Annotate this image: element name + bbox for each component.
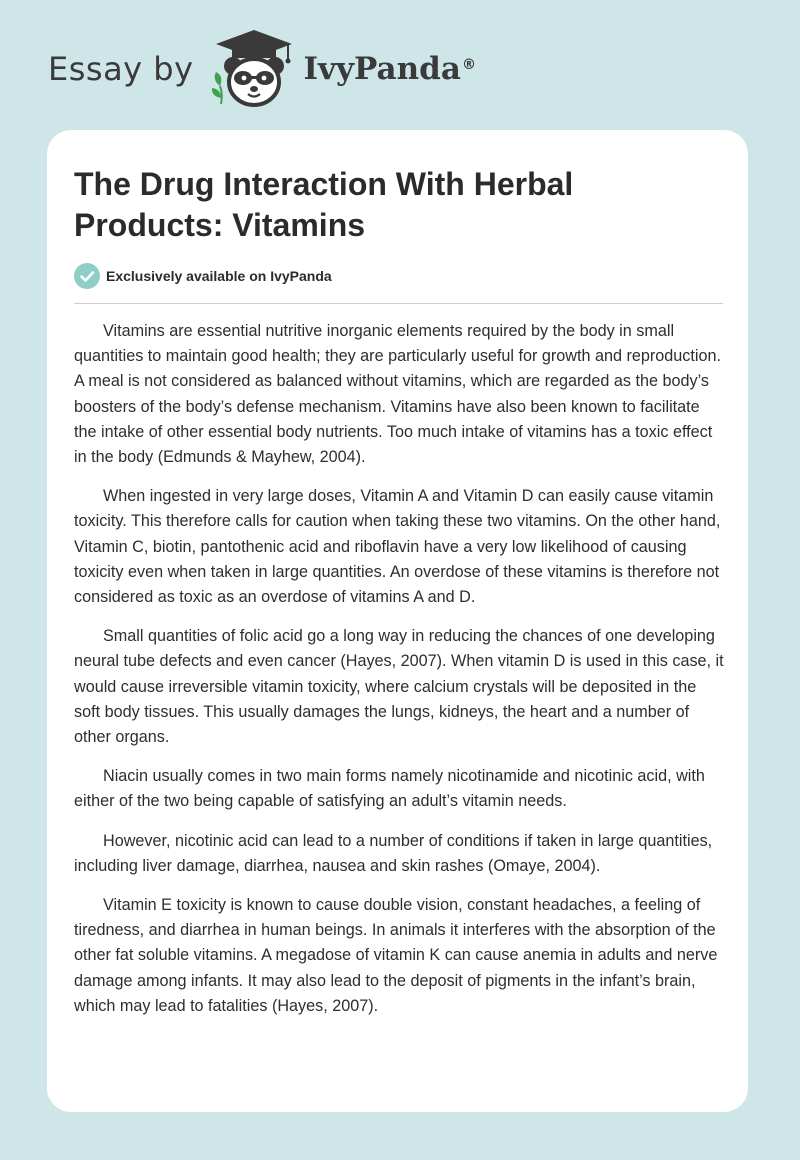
paragraph: Niacin usually comes in two main forms namely nicotinamide and nicotinic acid, with either of the two being capable of satisfying an adult’s vitamin needs. <box>74 767 705 811</box>
essay-title: The Drug Interaction With Herbal Products: Vitamins <box>74 166 574 243</box>
divider <box>74 303 723 304</box>
exclusive-label: Exclusively available on IvyPanda <box>106 268 332 284</box>
brand-name: IvyPanda <box>303 51 461 87</box>
exclusive-badge <box>74 263 332 289</box>
paragraph: Vitamins are essential nutritive inorganic elements required by the body in small quantities to maintain good health; they are particularly useful for growth and reproduction. A meal is not considered as balanced without vitamins, which are regarded as the body’s boosters of the body’s defense mechanism. Vitamins have also been known to facilitate the intake of other essential body nutrients. Too much intake of vitamins has a toxic effect in the body (Edmunds & Mayhew, 2004). <box>74 322 721 467</box>
paragraph: However, nicotinic acid can lead to a number of conditions if taken in large quantities, including liver damage, diarrhea, nausea and skin rashes (Omaye, 2004). <box>74 831 713 875</box>
paragraph: When ingested in very large doses, Vitamin A and Vitamin D can easily cause vitamin toxicity. This therefore calls for caution when taking these two vitamins. On the other hand, Vitamin C, biotin, pantothenic acid and riboflavin have a very low likelihood of causing toxicity even when taken in large quantities. An overdose of these vitamins is therefore not considered as toxic as an overdose of vitamins A and D. <box>74 487 721 607</box>
essay-by-label: Essay by <box>48 50 194 88</box>
essay-body <box>74 319 726 1033</box>
checkmark-badge-icon <box>74 263 100 289</box>
paragraph: Vitamin E toxicity is known to cause double vision, constant headaches, a feeling of tiredness, and diarrhea in human beings. In animals it interferes with the absorption of the other fat soluble vitamins. A megadose of vitamin K can cause anemia in adults and nerve damage among infants. It may also lead to the deposit of pigments in the infant’s brain, which may lead to fatalities (Hayes, 2007). <box>74 896 718 1015</box>
registered-mark: ® <box>461 57 476 73</box>
panda-graduate-logo-icon <box>208 28 300 110</box>
essay-card <box>47 130 748 1112</box>
brand-header <box>48 28 476 110</box>
paragraph: Small quantities of folic acid go a long way in reducing the chances of one developing neural tube defects and even cancer (Hayes, 2007). When vitamin D is used in this case, it would cause irreversible vitamin toxicity, where calcium crystals will be deposited in the soft body tissues. This usually damages the lungs, kidneys, the heart and a number of other organs. <box>74 627 724 747</box>
